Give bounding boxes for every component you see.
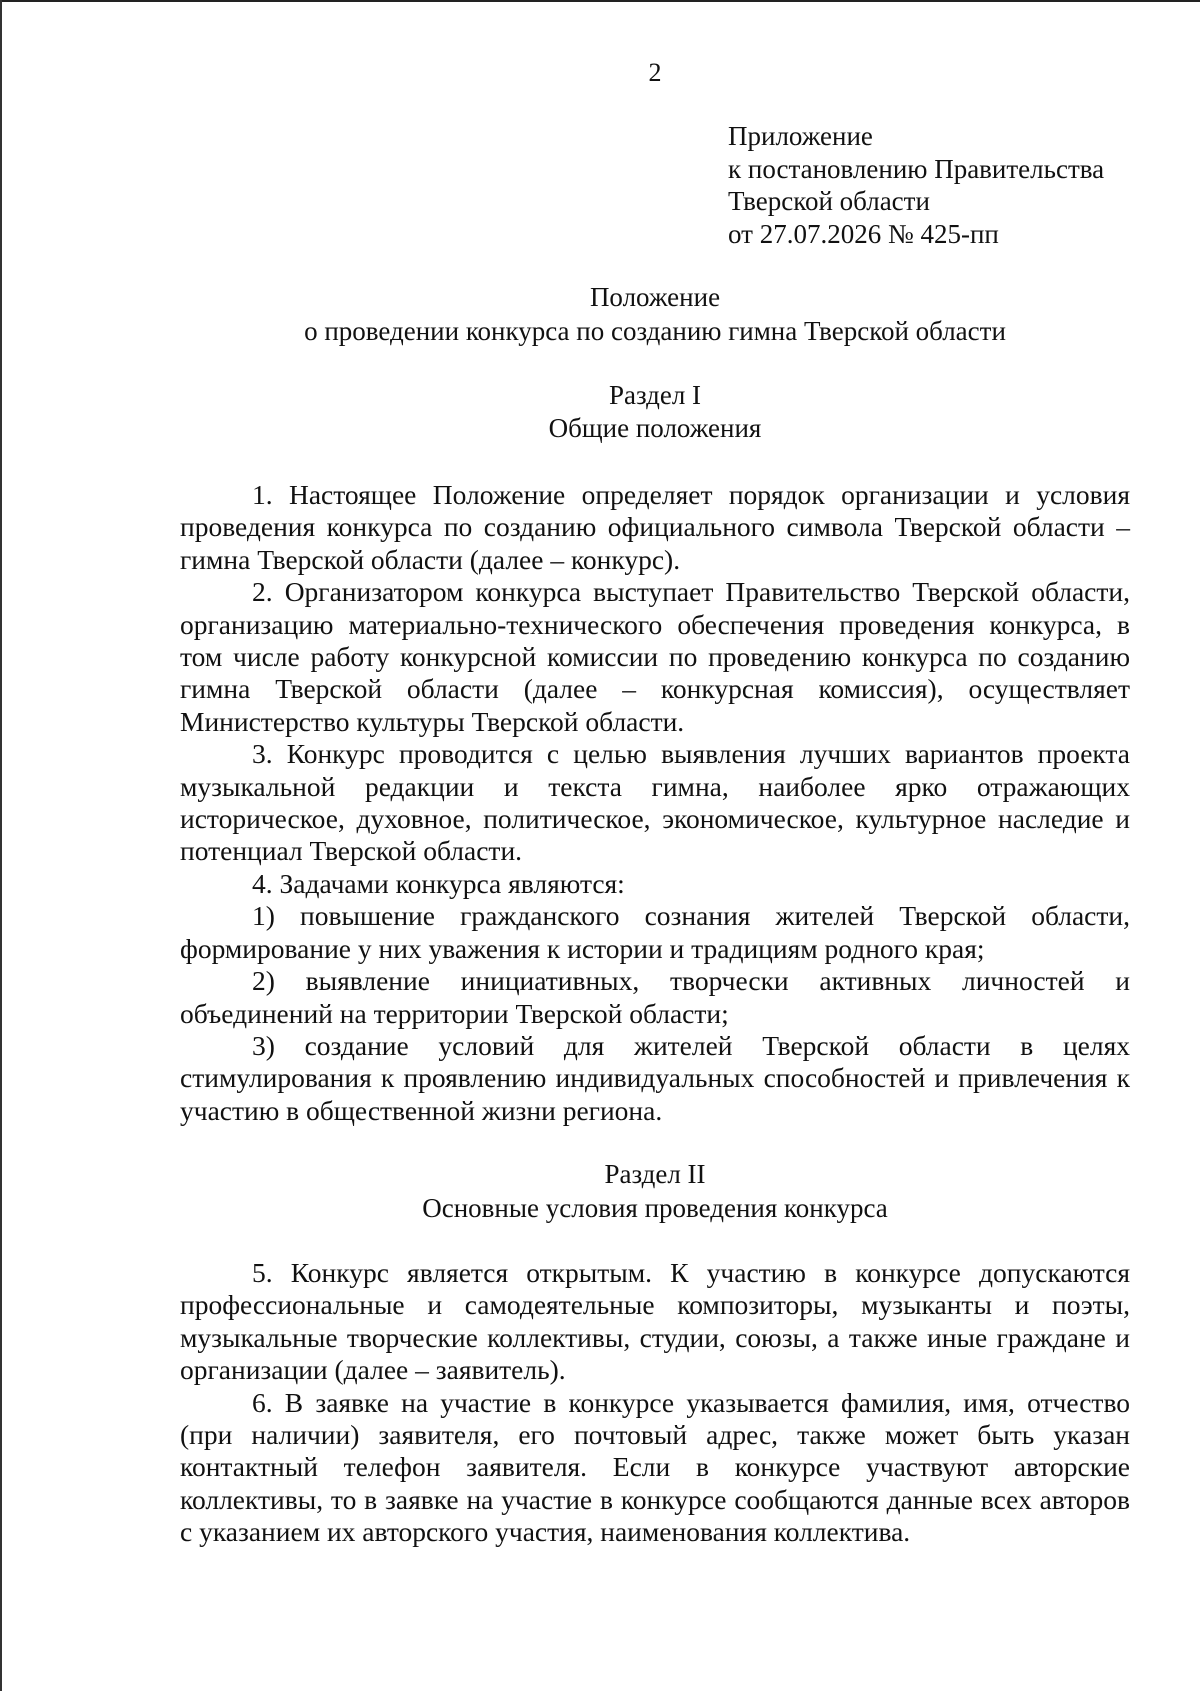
paragraph: 6. В заявке на участие в конкурсе указывается фамилия, имя, отчество (при наличии) заявителя, его почтовый адрес, также может быть указан контактный телефон заявителя. Если в конкурсе участвуют авторские коллективы, то в заявке на участие в конкурсе сообщаются данные всех авторов с указанием их авторского участия, наименования коллектива.	[180, 1386, 1130, 1548]
paragraph: 1) повышение гражданского сознания жителей Тверской области, формирование у них уважения к истории и традициям родного края;	[180, 900, 1130, 964]
document-title: Положение	[589, 282, 721, 312]
section-title: Общие положения	[548, 413, 762, 443]
page-number: 2	[648, 58, 662, 87]
paragraph: 3. Конкурс проводится с целью выявления лучших вариантов проекта музыкальной редакции и текста гимна, наиболее ярко отражающих историческое, духовное, политическое, экономическое, культурное наследие и потенциал Тверской области.	[180, 738, 1130, 867]
appendix-block	[728, 120, 1104, 250]
section-number: Раздел I	[608, 380, 702, 410]
section-body	[180, 1257, 1130, 1549]
document-subtitle: о проведении конкурса по созданию гимна Тверской области	[304, 316, 1006, 346]
appendix-line: от 27.07.2026 № 425-пп	[728, 218, 999, 249]
paragraph: 3) создание условий для жителей Тверской области в целях стимулирования к проявлению индивидуальных способностей и привлечения к участию в общественной жизни региона.	[180, 1029, 1130, 1126]
scan-edge-left	[0, 0, 2, 1691]
section-body	[180, 479, 1130, 1127]
appendix-line: к постановлению Правительства	[728, 153, 1105, 184]
appendix-line: Приложение	[728, 121, 873, 151]
appendix-line: Тверской области	[728, 186, 930, 216]
paragraph: 5. Конкурс является открытым. К участию в конкурсе допускаются профессиональные и самодеятельные композиторы, музыканты и поэты, музыкальные творческие коллективы, студии, союзы, а также иные граждане и организации (далее – заявитель).	[180, 1257, 1130, 1386]
paragraph: 4. Задачами конкурса являются:	[252, 867, 625, 899]
section-number: Раздел II	[604, 1159, 706, 1189]
scan-edge-top	[0, 0, 1200, 2]
paragraph: 1. Настоящее Положение определяет порядок организации и условия проведения конкурса по созданию официального символа Тверской области – гимна Тверской области (далее – конкурс).	[180, 479, 1130, 575]
section-title: Основные условия проведения конкурса	[422, 1193, 888, 1223]
paragraph: 2. Организатором конкурса выступает Правительство Тверской области, организацию материально-технического обеспечения проведения конкурса, в том числе работу конкурсной комиссии по проведению конкурса по созданию гимна Тверской области (далее – конкурсная комиссия), осуществляет Министерство культуры Тверской области.	[180, 576, 1130, 737]
paragraph: 2) выявление инициативных, творчески активных личностей и объединений на территории Тверской области;	[180, 965, 1130, 1029]
